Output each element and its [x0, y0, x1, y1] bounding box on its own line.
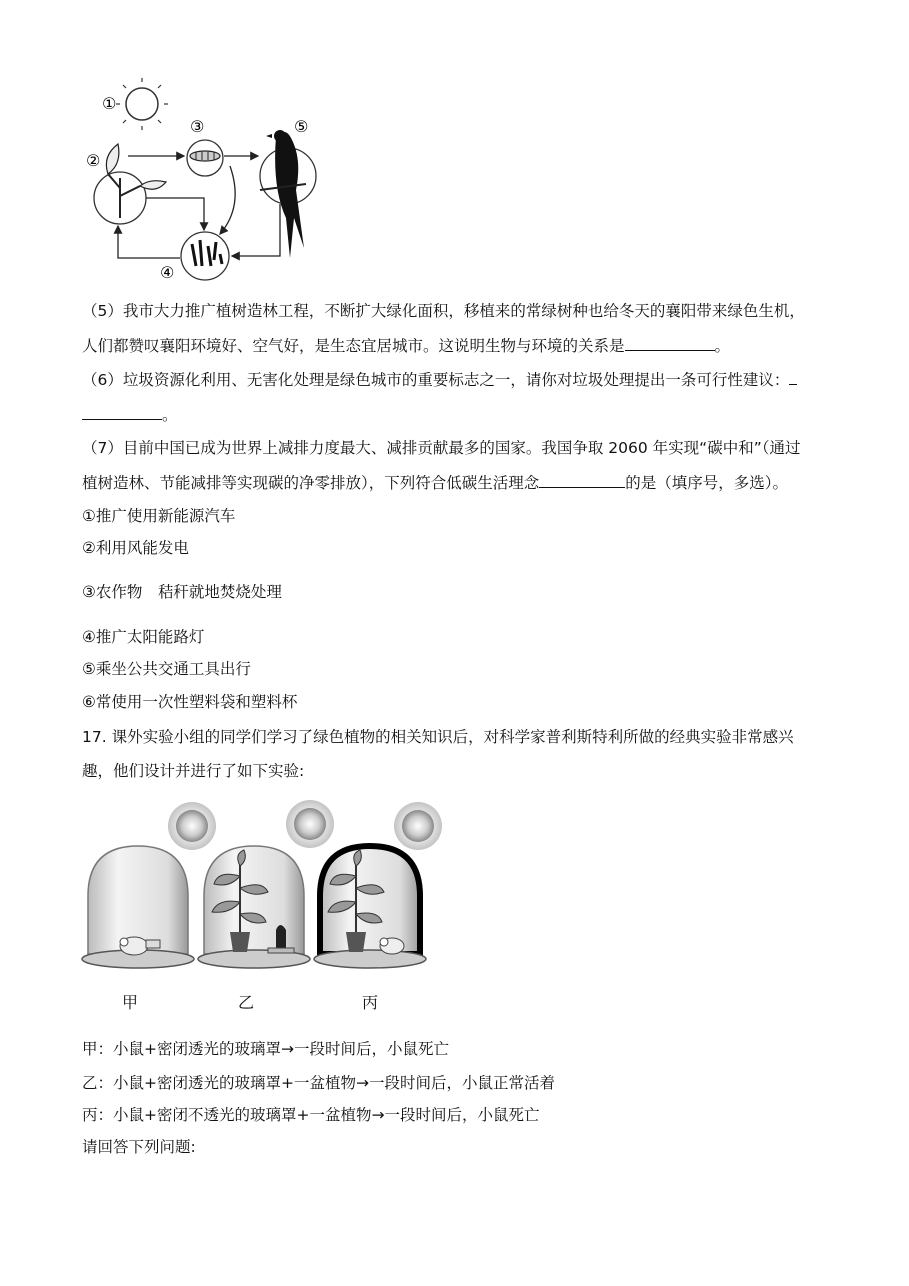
option-3: ③农作物 秸秆就地焚烧处理: [82, 583, 282, 601]
bell-jar-jia: [82, 846, 194, 968]
answer-blank-6b[interactable]: [82, 405, 162, 420]
bell-jar-bing: [314, 846, 426, 968]
q16-part7-line1: （7）目前中国已成为世界上减排力度最大、减排贡献最多的国家。我国争取 2060 年实现“碳中和”（通过: [82, 439, 801, 457]
bell-jar-experiment: [80, 796, 450, 981]
description-yi: 乙：小鼠+密闭透光的玻璃罩+一盆植物→一段时间后，小鼠正常活着: [82, 1074, 555, 1092]
answer-blank-7[interactable]: [539, 473, 625, 488]
caption-yi: 乙: [238, 993, 255, 1012]
description-bing: 丙：小鼠+密闭不透光的玻璃罩+一盆植物→一段时间后，小鼠死亡: [82, 1106, 540, 1124]
label-1: ①: [102, 94, 117, 113]
sun-icon: [286, 800, 334, 848]
food-web-diagram: [80, 78, 330, 288]
sun-icon: [116, 78, 168, 130]
q16-part7-line2: 植树造林、节能减排等实现碳的净零排放），下列符合低碳生活理念 的是（填序号，多选）。: [82, 474, 789, 492]
bell-jar-yi: [198, 846, 310, 968]
label-4: ④: [160, 263, 175, 282]
label-2: ②: [86, 151, 101, 170]
q17-prompt: 请回答下列问题:: [82, 1138, 196, 1156]
sun-icon: [394, 802, 442, 850]
q16-part5-text: 人们都赞叹襄阳环境好、空气好，是生态宜居城市。这说明生物与环境的关系是: [82, 337, 625, 355]
q16-part6-line1: （6）垃圾资源化利用、无害化处理是绿色城市的重要标志之一，请你对垃圾处理提出一条可行性建议：: [82, 370, 797, 390]
caption-bing: 丙: [362, 993, 379, 1012]
q16-part5-line2: 人们都赞叹襄阳环境好、空气好，是生态宜居城市。这说明生物与环境的关系是 。: [82, 337, 731, 355]
option-2: ②利用风能发电: [82, 539, 189, 557]
option-5: ⑤乘坐公共交通工具出行: [82, 660, 251, 678]
sun-icon: [168, 802, 216, 850]
q16-part5-line1: （5）我市大力推广植树造林工程，不断扩大绿化面积，移植来的常绿树种也给冬天的襄阳带来绿色生机，: [82, 302, 805, 320]
caterpillar-icon: [190, 151, 220, 161]
option-1: ①推广使用新能源汽车: [82, 507, 236, 525]
label-3: ③: [190, 117, 205, 136]
q16-part6-line2: 。: [82, 405, 178, 425]
mouse-icon: [380, 938, 404, 954]
q17-intro-line1: 17. 课外实验小组的同学们学习了绿色植物的相关知识后，对科学家普利斯特利所做的经典实验非常感兴: [82, 728, 794, 746]
caption-jia: 甲: [122, 993, 139, 1012]
answer-blank-6a[interactable]: [789, 370, 797, 385]
q17-intro-line2: 趣，他们设计并进行了如下实验:: [82, 762, 305, 780]
label-5: ⑤: [294, 117, 309, 136]
answer-blank-5[interactable]: [625, 336, 715, 351]
description-jia: 甲：小鼠+密闭透光的玻璃罩→一段时间后，小鼠死亡: [82, 1040, 449, 1058]
option-4: ④推广太阳能路灯: [82, 628, 205, 646]
option-6: ⑥常使用一次性塑料袋和塑料杯: [82, 693, 298, 711]
